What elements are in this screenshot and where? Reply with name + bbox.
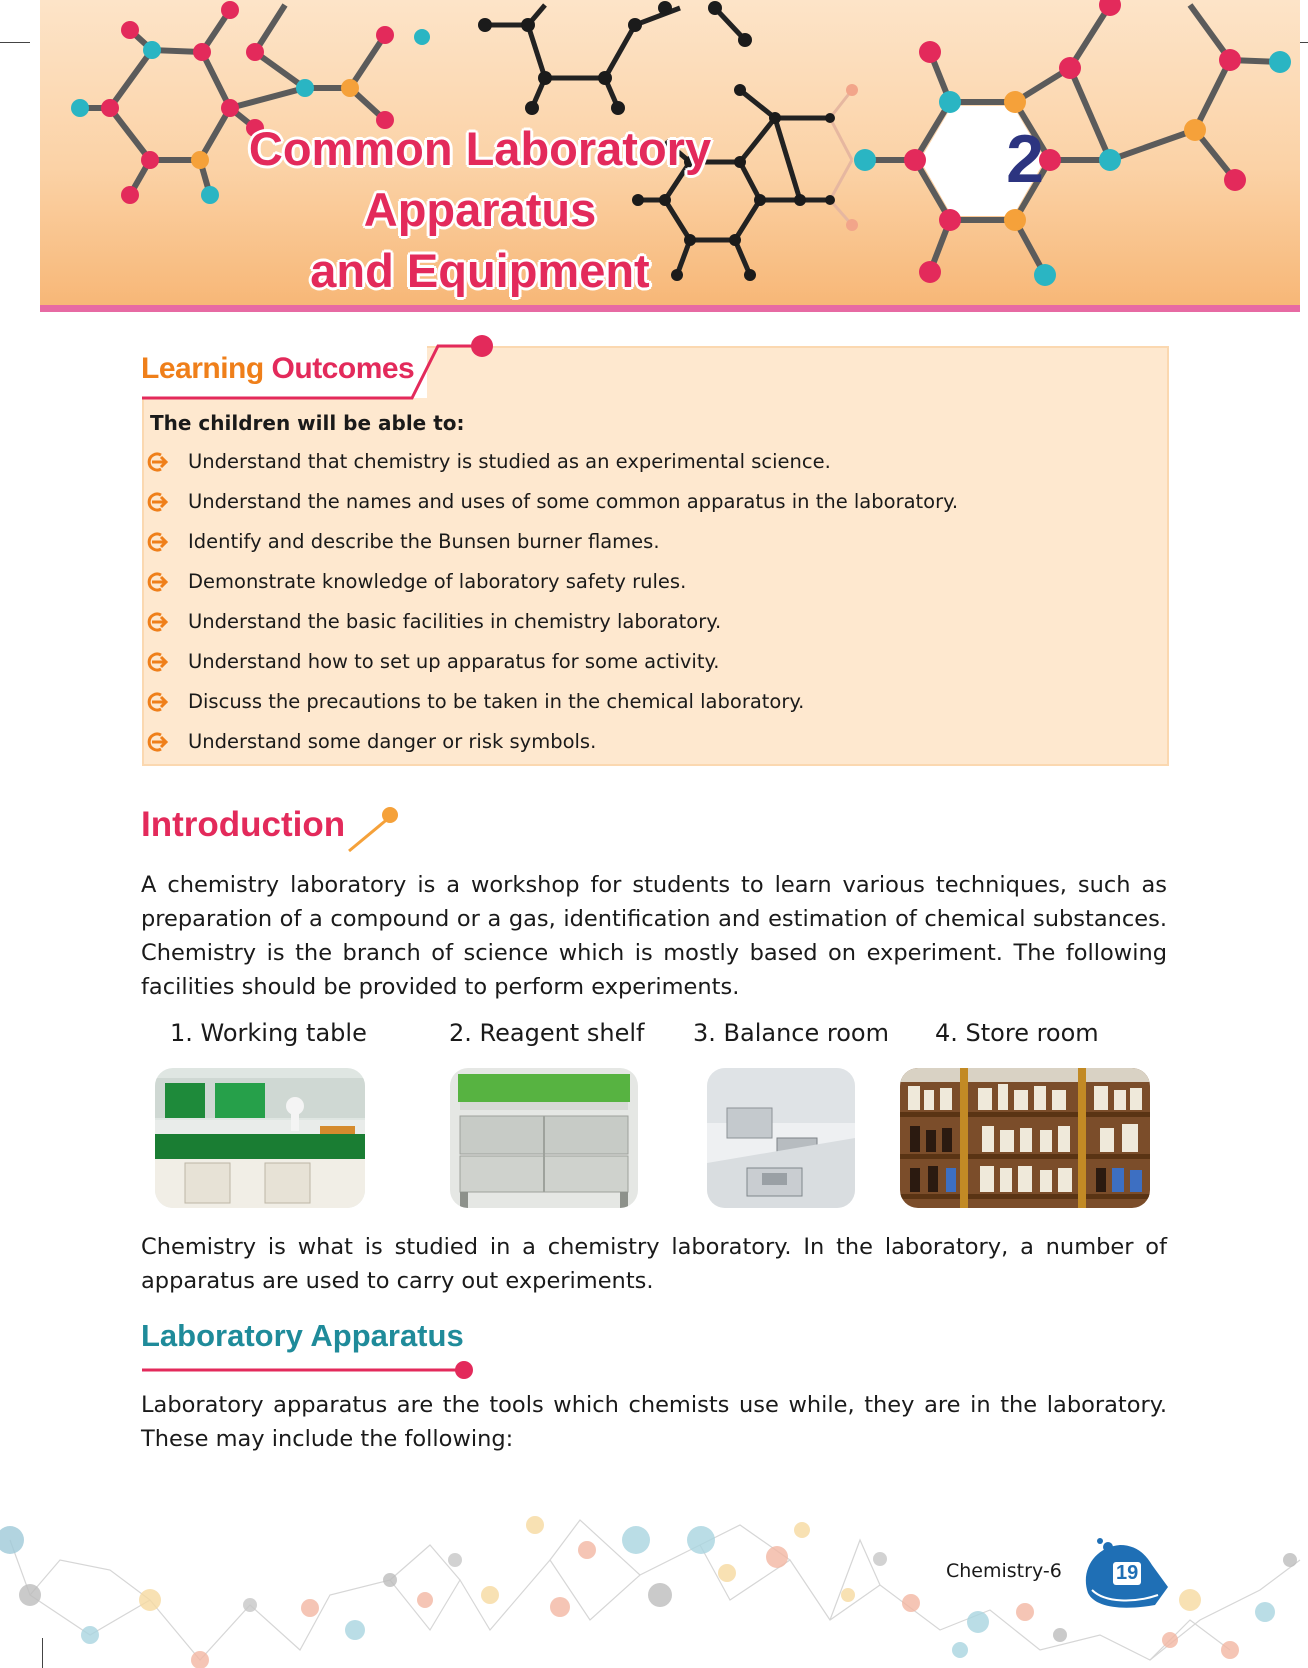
list-item-text: Discuss the precautions to be taken in the chemical laboratory. (188, 690, 805, 713)
book-name: Chemistry-6 (946, 1560, 1062, 1582)
arrow-bullet-icon (146, 451, 168, 473)
arrow-bullet-icon (146, 491, 168, 513)
learning-outcomes-list (146, 448, 958, 768)
chapter-number: 2 (1006, 121, 1044, 197)
list-item (146, 728, 958, 768)
list-item-text: Understand how to set up apparatus for some activity. (188, 650, 720, 673)
list-item (146, 448, 958, 488)
heading-underline-decoration (140, 1358, 480, 1382)
list-item-text: Understand that chemistry is studied as an experimental science. (188, 450, 831, 473)
chapter-title-line: Common Laboratory (248, 122, 712, 175)
balance-room-photo (707, 1068, 855, 1208)
list-item (146, 528, 958, 568)
facility-label: 1. Working table (170, 1019, 367, 1047)
list-item (146, 648, 958, 688)
facility-label: 4. Store room (935, 1019, 1099, 1047)
learning-outcomes-lead: The children will be able to: (150, 411, 465, 435)
list-item-text: Understand the basic facilities in chemistry laboratory. (188, 610, 722, 633)
store-room-photo (900, 1068, 1150, 1208)
facility-label: 3. Balance room (693, 1019, 889, 1047)
chapter-title-line: Apparatus (363, 183, 597, 236)
arrow-bullet-icon (146, 531, 168, 553)
facility-label: 2. Reagent shelf (449, 1019, 645, 1047)
learning-outcomes-heading-word: Learning (141, 352, 264, 385)
page-number: 19 (1113, 1562, 1141, 1585)
learning-outcomes-heading (141, 352, 414, 386)
list-item (146, 608, 958, 648)
list-item (146, 568, 958, 608)
chapter-banner (40, 0, 1300, 305)
arrow-bullet-icon (146, 571, 168, 593)
arrow-bullet-icon (146, 691, 168, 713)
chapter-title-line: and Equipment (310, 244, 650, 297)
list-item (146, 488, 958, 528)
introduction-heading: Introduction (141, 805, 346, 844)
arrow-bullet-icon (146, 611, 168, 633)
list-item-text: Demonstrate knowledge of laboratory safety rules. (188, 570, 687, 593)
list-item-text: Understand the names and uses of some common apparatus in the laboratory. (188, 490, 959, 513)
chapter-title (230, 118, 730, 301)
introduction-paragraph-2: Chemistry is what is studied in a chemistry laboratory. In the laboratory, a number of apparatus are used to carry out experiments. (141, 1234, 1167, 1294)
list-item-text: Understand some danger or risk symbols. (188, 730, 597, 753)
heading-decoration (345, 805, 405, 855)
crop-mark (0, 42, 30, 43)
learning-outcomes-heading-word: Outcomes (271, 352, 415, 385)
reagent-shelf-photo (450, 1068, 638, 1208)
introduction-paragraph: A chemistry laboratory is a workshop for students to learn various techniques, such as preparation of a compound or a gas, identification and estimation of chemical substances. Chemistry is the branch of science which is mostly based on experiment. The following facilities should be provided to perform experiments. (141, 872, 1167, 1000)
arrow-bullet-icon (146, 731, 168, 753)
banner-divider (40, 305, 1300, 312)
arrow-bullet-icon (146, 651, 168, 673)
laboratory-apparatus-paragraph: Laboratory apparatus are the tools which chemists use while, they are in the laboratory. These may include the following: (141, 1392, 1167, 1452)
laboratory-apparatus-heading: Laboratory Apparatus (141, 1318, 464, 1353)
list-item (146, 688, 958, 728)
list-item-text: Identify and describe the Bunsen burner flames. (188, 530, 660, 553)
working-table-photo (155, 1068, 365, 1208)
